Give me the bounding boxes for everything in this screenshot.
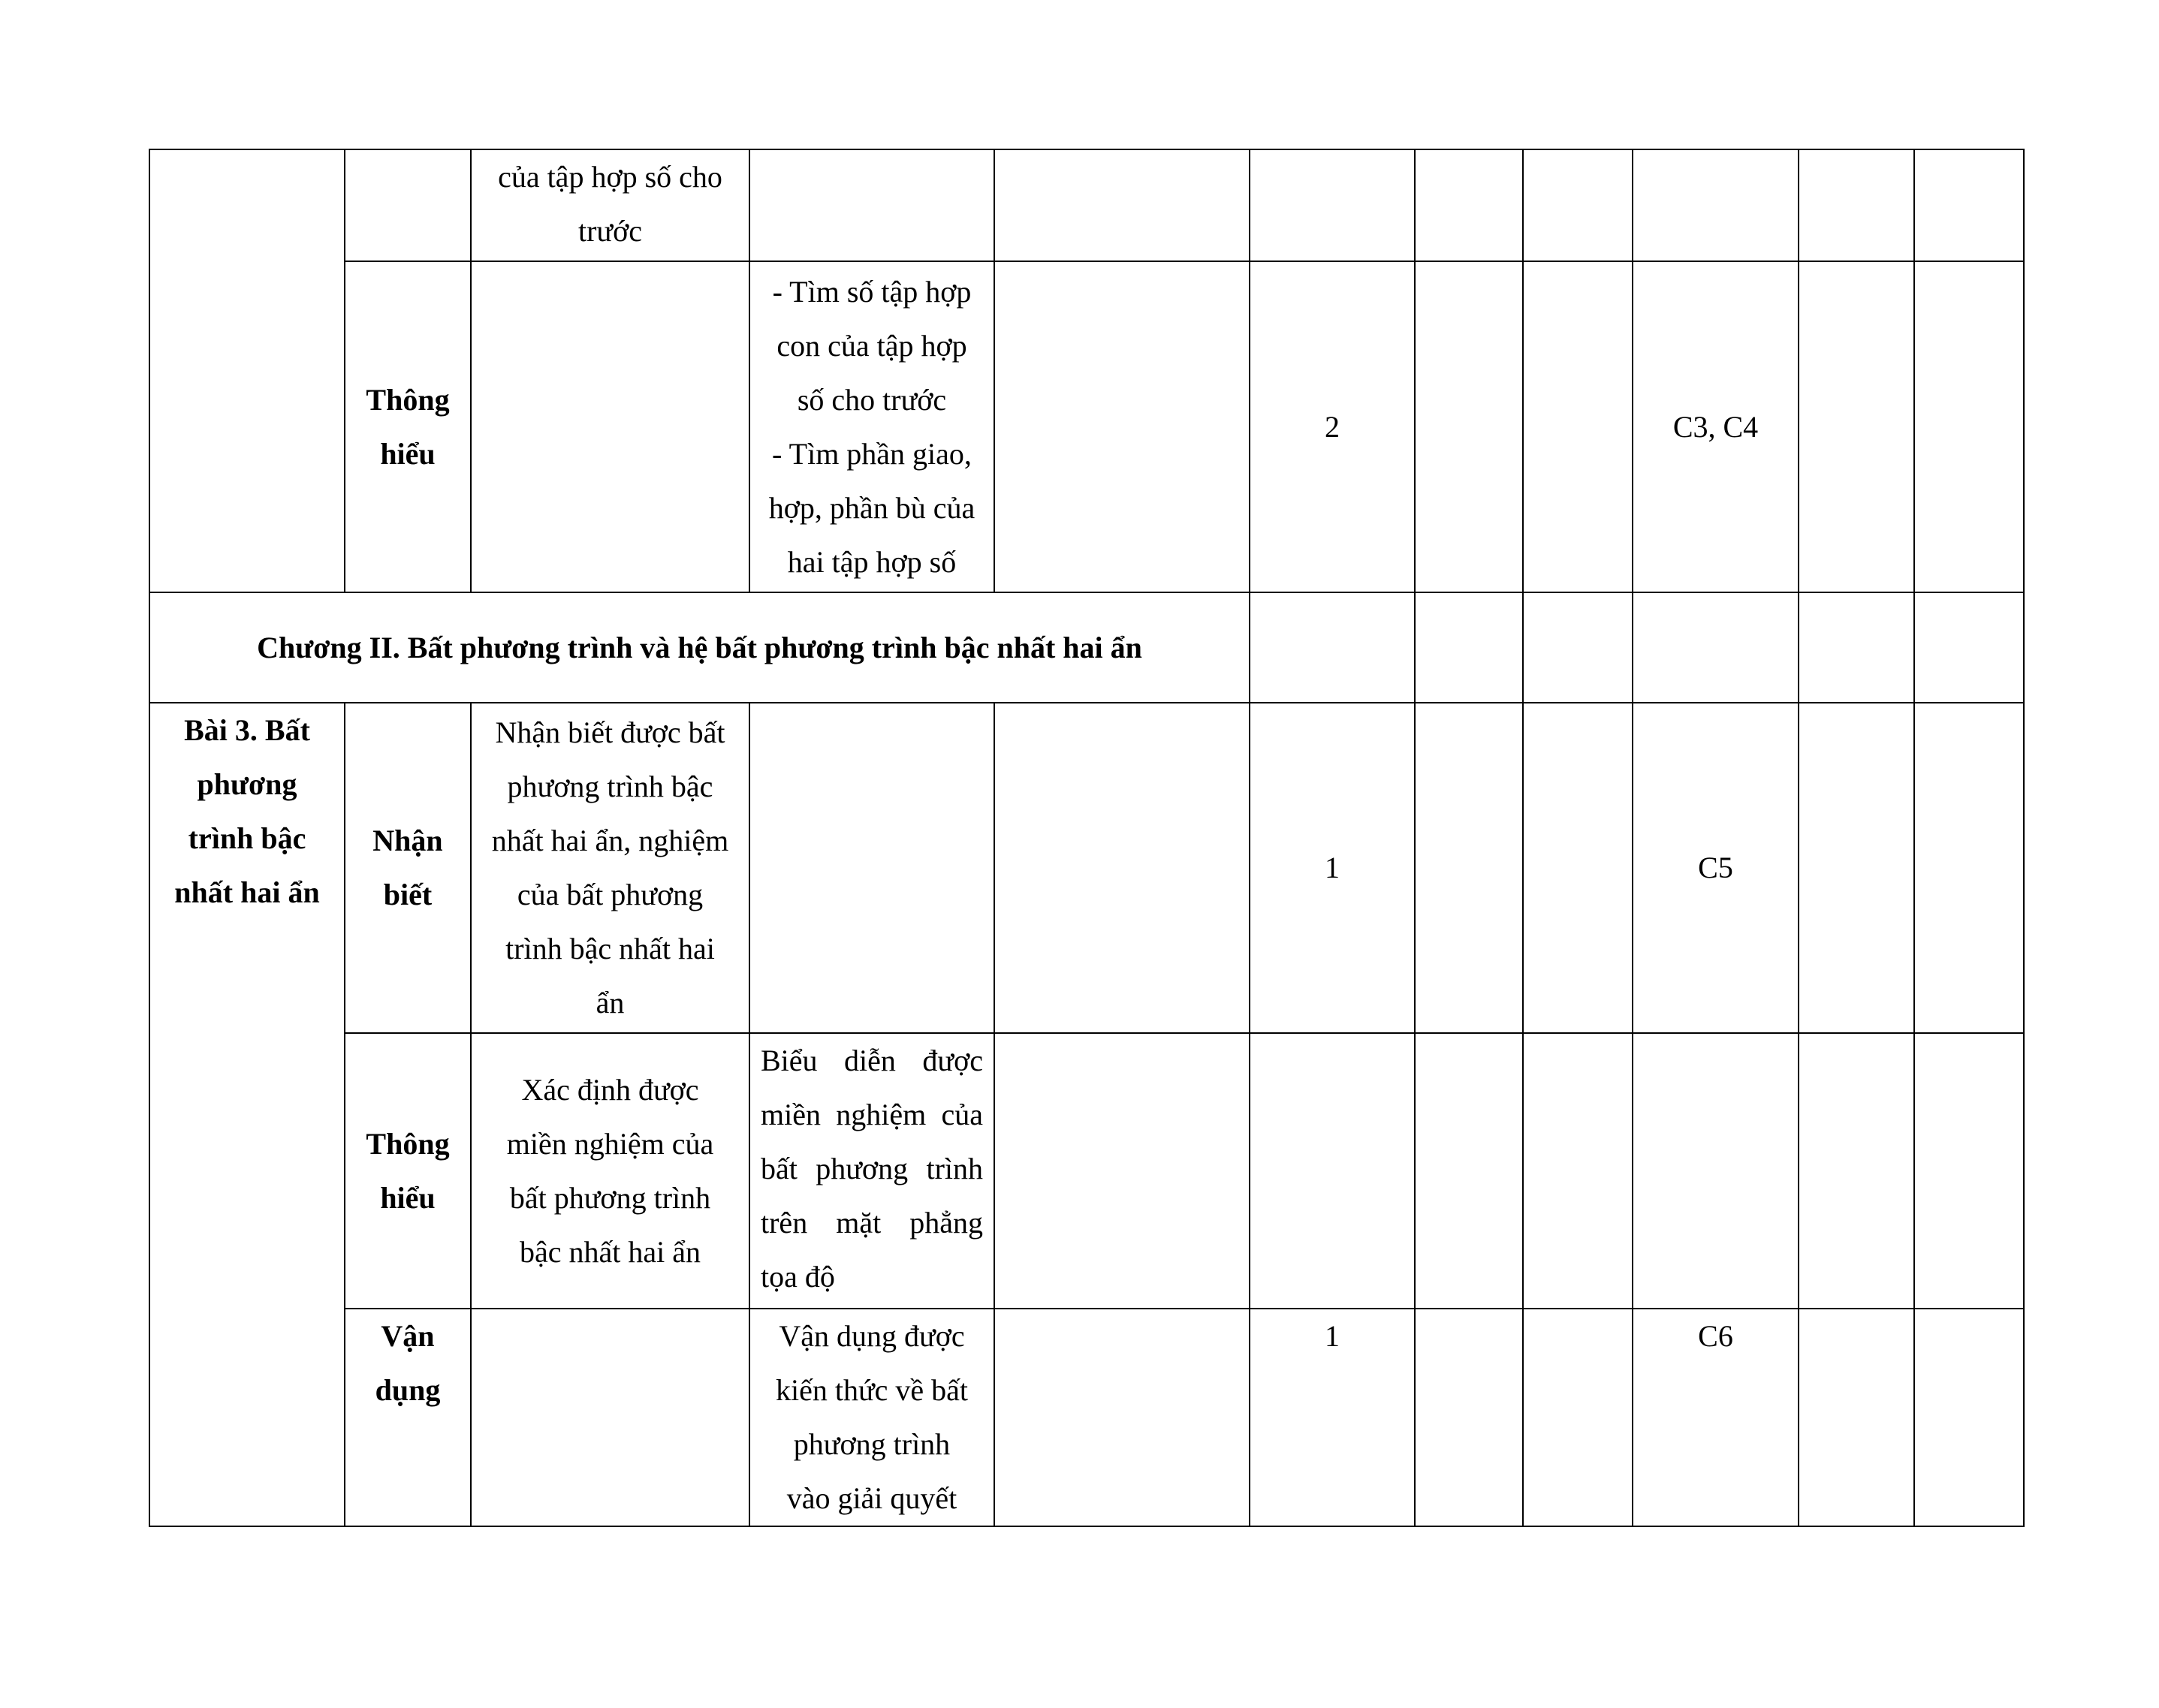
question-count-cell: 1 [1250, 1309, 1415, 1526]
question-ids-cell: C3, C4 [1633, 261, 1799, 592]
requirement-cell: Vận dụng được kiến thức về bất phương trình vào giải quyết [749, 1309, 994, 1526]
table-row [149, 1033, 2024, 1309]
table-row [149, 149, 2024, 261]
question-count-cell: 2 [1250, 261, 1415, 592]
requirement-cell: Biểu diễn được miền nghiệm của bất phương trình trên mặt phẳng tọa độ [749, 1033, 994, 1309]
question-ids-cell: C6 [1633, 1309, 1799, 1526]
level-cell: Nhận biết [345, 703, 471, 1033]
table-row [149, 703, 2024, 1033]
level-cell: Vận dụng [345, 1309, 471, 1526]
level-cell: Thông hiểu [345, 1033, 471, 1309]
content-cell: Nhận biết được bất phương trình bậc nhất hai ẩn, nghiệm của bất phương trình bậc nhất hai ẩn [471, 703, 749, 1033]
content-cell: Xác định được miền nghiệm của bất phương trình bậc nhất hai ẩn [471, 1033, 749, 1309]
chapter-title: Chương II. Bất phương trình và hệ bất phương trình bậc nhất hai ẩn [149, 592, 1250, 703]
requirement-cell: - Tìm số tập hợp con của tập hợp số cho trước - Tìm phần giao, hợp, phần bù của hai tập hợp số [749, 261, 994, 592]
question-count-cell: 1 [1250, 703, 1415, 1033]
question-ids-cell: C5 [1633, 703, 1799, 1033]
lesson-cell: Bài 3. Bất phương trình bậc nhất hai ẩn [149, 703, 345, 1526]
chapter-row [149, 592, 2024, 703]
level-cell: Thông hiểu [345, 261, 471, 592]
table-row [149, 1309, 2024, 1526]
lesson-cell-empty [149, 149, 345, 592]
table-row [149, 261, 2024, 592]
specification-table [149, 149, 2025, 1527]
content-cell: của tập hợp số cho trước [471, 149, 749, 261]
